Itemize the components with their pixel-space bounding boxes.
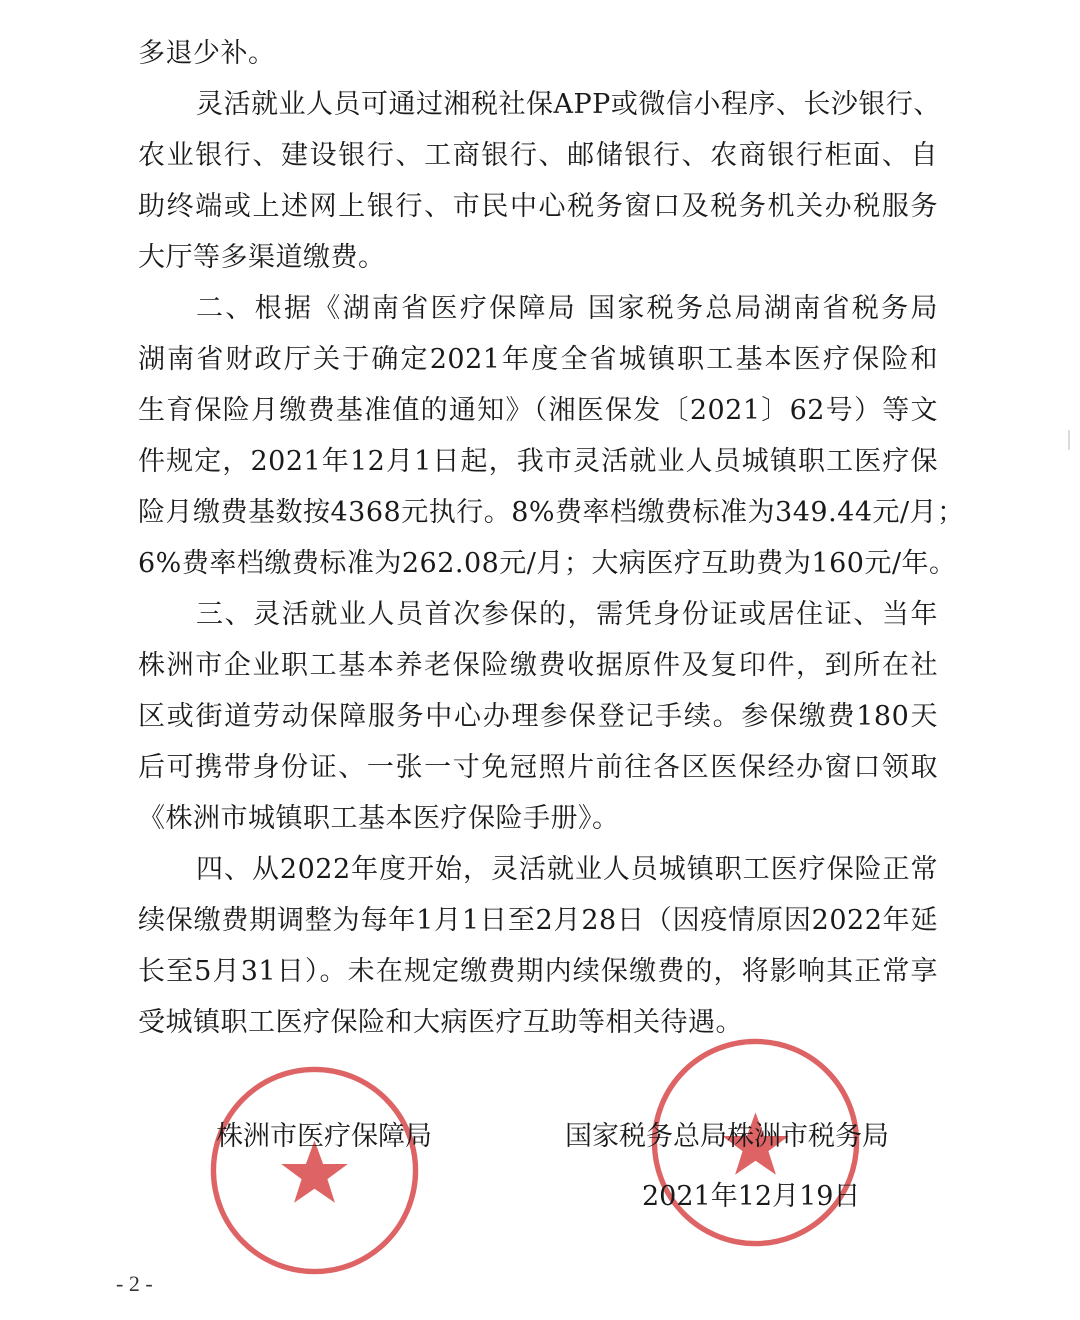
text-line: 险月缴费基数按4368元执行。8%费率档缴费标准为349.44元/月； [138, 497, 965, 528]
text-line: 生育保险月缴费基准值的通知》（湘医保发〔2021〕62号）等文 [138, 395, 938, 426]
text-line: 多退少补。 [138, 38, 276, 69]
signature-date: 2021年12月19日 [642, 1181, 861, 1212]
text-line: 农业银行、建设银行、工商银行、邮储银行、农商银行柜面、自 [138, 140, 938, 171]
text-line: 件规定，2021年12月1日起，我市灵活就业人员城镇职工医疗保 [138, 446, 938, 477]
text-line: 续保缴费期调整为每年1月1日至2月28日（因疫情原因2022年延 [138, 905, 938, 936]
text-line: 灵活就业人员可通过湘税社保APP或微信小程序、长沙银行、 [196, 89, 941, 120]
scan-edge-mark [1068, 430, 1070, 450]
text-line: 大厅等多渠道缴费。 [138, 242, 386, 273]
text-line: 株洲市企业职工基本养老保险缴费收据原件及复印件，到所在社 [138, 650, 938, 681]
document-body [138, 28, 965, 1048]
text-line: 湖南省财政厅关于确定2021年度全省城镇职工基本医疗保险和 [138, 344, 938, 375]
text-line: 受城镇职工医疗保险和大病医疗互助等相关待遇。 [138, 1007, 743, 1038]
official-seal-left [207, 1063, 422, 1278]
text-line: 后可携带身份证、一张一寸免冠照片前往各区医保经办窗口领取 [138, 752, 938, 783]
signature-left-org: 株洲市医疗保障局 [216, 1121, 432, 1152]
text-line: 6%费率档缴费标准为262.08元/月；大病医疗互助费为160元/年。 [138, 548, 957, 579]
signature-right-org: 国家税务总局株洲市税务局 [565, 1121, 889, 1152]
text-line: 《株洲市城镇职工基本医疗保险手册》。 [138, 803, 620, 834]
text-line: 区或街道劳动保障服务中心办理参保登记手续。参保缴费180天 [138, 701, 938, 732]
text-line: 助终端或上述网上银行、市民中心税务窗口及税务机关办税服务 [138, 191, 938, 222]
text-line: 二、根据《湖南省医疗保障局 国家税务总局湖南省税务局 [196, 293, 938, 324]
text-line: 长至5月31日）。未在规定缴费期内续保缴费的，将影响其正常享 [138, 956, 938, 987]
page-number: - 2 - [116, 1271, 153, 1296]
text-line: 四、从2022年度开始，灵活就业人员城镇职工医疗保险正常 [196, 854, 938, 885]
text-line: 三、灵活就业人员首次参保的，需凭身份证或居住证、当年 [196, 599, 938, 630]
